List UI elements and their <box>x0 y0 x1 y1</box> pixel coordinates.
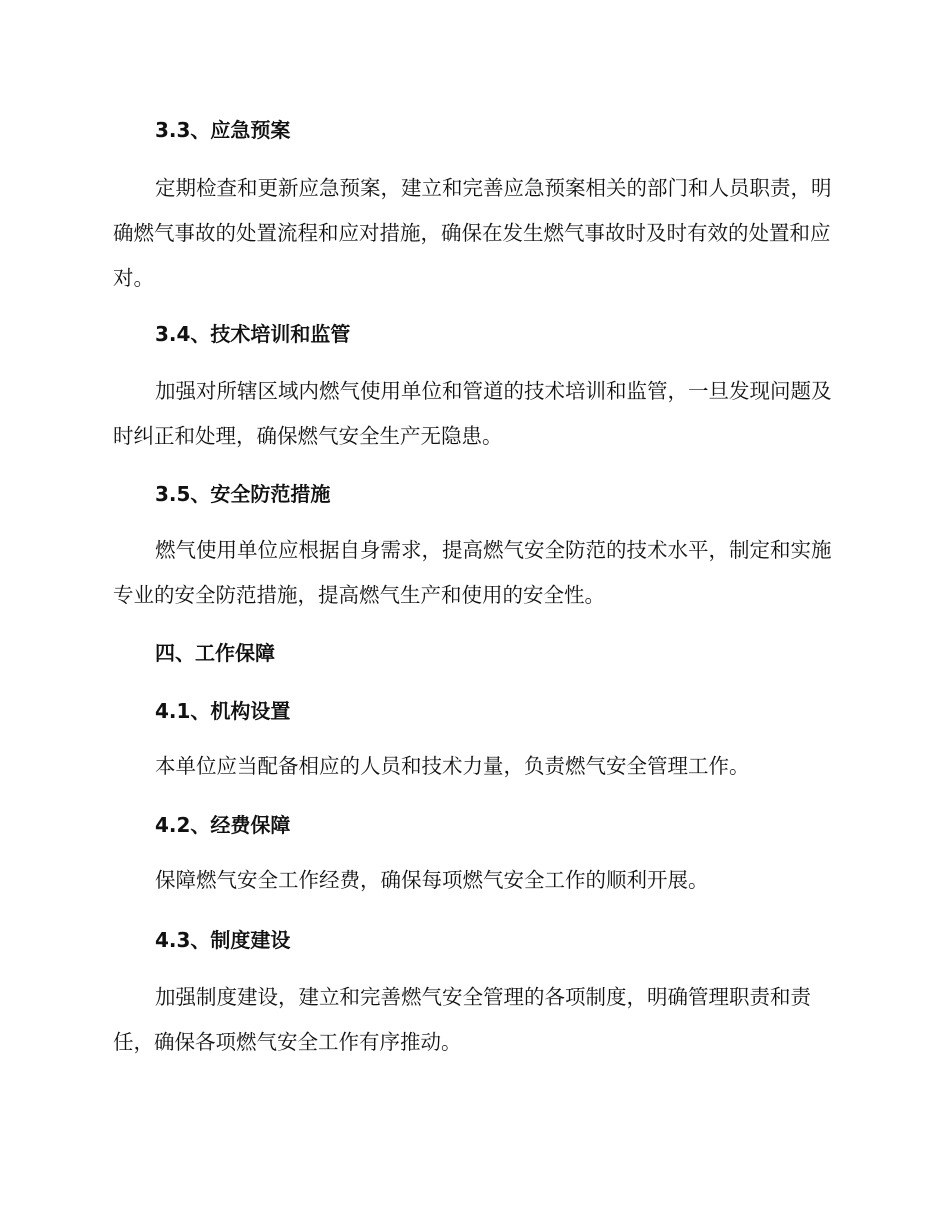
section-heading-4-2: 4.2、经费保障 <box>155 813 291 837</box>
section-heading-3-3: 3.3、应急预案 <box>155 118 291 142</box>
paragraph-system-building: 加强制度建设，建立和完善燃气安全管理的各项制度，明确管理职责和责任，确保各项燃气安全工作有序推动。 <box>113 985 811 1054</box>
section-heading-4-3: 4.3、制度建设 <box>155 928 291 952</box>
section-heading-4-1: 4.1、机构设置 <box>155 699 291 723</box>
paragraph-funding: 保障燃气安全工作经费，确保每项燃气安全工作的顺利开展。 <box>155 868 709 892</box>
paragraph-organization: 本单位应当配备相应的人员和技术力量，负责燃气安全管理工作。 <box>155 754 750 778</box>
paragraph-technical-training: 加强对所辖区域内燃气使用单位和管道的技术培训和监管，一旦发现问题及时纠正和处理，确保燃气安全生产无隐患。 <box>113 379 832 448</box>
section-heading-3-4: 3.4、技术培训和监管 <box>155 322 351 346</box>
chapter-heading-4: 四、工作保障 <box>155 641 275 665</box>
paragraph-emergency-plan: 定期检查和更新应急预案，建立和完善应急预案相关的部门和人员职责，明确燃气事故的处置流程和应对措施，确保在发生燃气事故时及时有效的处置和应对。 <box>113 176 832 290</box>
paragraph-safety-measures: 燃气使用单位应根据自身需求，提高燃气安全防范的技术水平，制定和实施专业的安全防范措施，提高燃气生产和使用的安全性。 <box>113 538 832 607</box>
section-heading-3-5: 3.5、安全防范措施 <box>155 482 331 506</box>
